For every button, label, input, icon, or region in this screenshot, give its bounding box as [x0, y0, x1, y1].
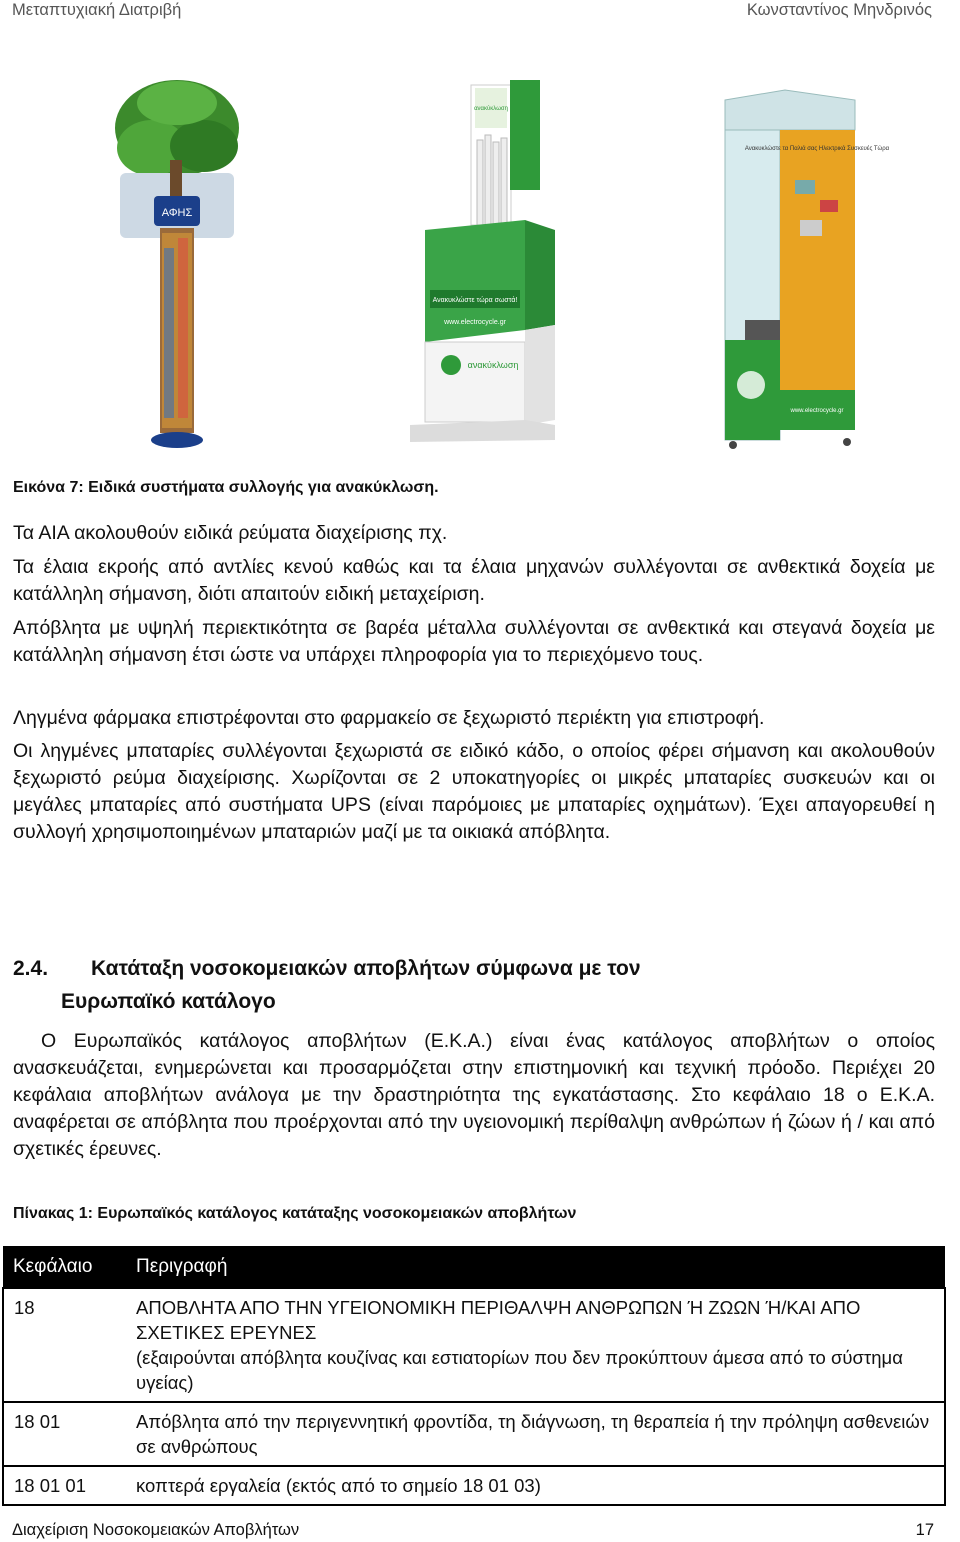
tree-brand-label: ΑΦΗΣ	[161, 207, 193, 219]
paragraph-heavy-metals: Απόβλητα με υψηλή περιεκτικότητα σε βαρέα μέταλλα συλλέγονται σε ανθεκτικά και στεγανά δοχεία με κατάλληλη σήμανση έτσι ώστε να υπάρχει πληροφορία για το περιεχόμενο τους.	[13, 617, 935, 666]
row-description-main: κοπτερά εργαλεία (εκτός από το σημείο 18 01 03)	[136, 1475, 541, 1496]
row-code: 18 01	[3, 1402, 126, 1466]
row-description	[126, 1466, 945, 1505]
header-author: Κωνσταντίνος Μηνδρινός	[746, 1, 932, 19]
footer-title: Διαχείριση Νοσοκομειακών Αποβλήτων	[12, 1521, 300, 1539]
table-row	[3, 1402, 945, 1466]
row-description-main: Απόβλητα από την περιγεννητική φροντίδα, τη διάγνωση, τη θεραπεία ή την πρόληψη ασθενειών σε ανθρώπους	[136, 1411, 930, 1457]
row-code: 18 01 01	[3, 1466, 126, 1505]
header-chapter: Κεφάλαιο	[3, 1246, 126, 1288]
appliance-recycling-bin-image	[715, 90, 890, 450]
table-row	[3, 1466, 945, 1505]
stand-url: www.electrocycle.gr	[444, 319, 506, 326]
header-thesis-title: Μεταπτυχιακή Διατριβή	[12, 1, 182, 19]
page-header	[0, 0, 960, 22]
table-header-row	[3, 1246, 945, 1288]
battery-tree-collector-image	[112, 78, 242, 450]
bin-url: www.electrocycle.gr	[790, 408, 844, 414]
table-row	[3, 1288, 945, 1402]
bin-title: Ανακυκλώστε τα Παλιά σας Ηλεκτρικά Συσκευές Τώρα	[744, 146, 890, 152]
row-description	[126, 1402, 945, 1466]
header-description: Περιγραφή	[126, 1246, 945, 1288]
section-title-line2: Ευρωπαϊκό κατάλογο	[61, 990, 276, 1013]
paragraph-eka: Ο Ευρωπαϊκός κατάλογος αποβλήτων (Ε.Κ.Α.) είναι ένας κατάλογος αποβλήτων ο οποίος ανασκευάζεται, ενημερώνεται και προσαρμόζεται στην επιστημονική και τεχνική πρόοδο. Περιέχει 20 κεφάλαια αποβλήτων ανάλογα με την δραστηριότητα της εγκατάστασης. Στο κεφάλαιο 18 ο Ε.Κ.Α. αναφέρεται σε απόβλητα που προέρχονται από την υγειονομική περίθαλψη ανθρώπων ή ζώων ή / και από σχετικές έρευνες.	[13, 1030, 935, 1160]
stand-top-label: ανακύκλωση	[474, 106, 508, 112]
row-code: 18	[3, 1288, 126, 1402]
paragraph-medicines: Ληγμένα φάρμακα επιστρέφονται στο φαρμακείο σε ξεχωριστό περιέκτη για επιστροφή.	[13, 707, 765, 729]
stand-banner: Ανακυκλώστε τώρα σωστά!	[432, 297, 518, 304]
row-description-note: (εξαιρούνται απόβλητα κουζίνας και εστιατορίων που δεν προκύπτουν άμεσα από το σύστημα υγείας)	[136, 1347, 903, 1393]
lamp-recycling-stand-image	[405, 80, 565, 450]
row-description	[126, 1288, 945, 1402]
page-number: 17	[915, 1521, 934, 1539]
section-title-line1: Κατάταξη νοσοκομειακών αποβλήτων σύμφωνα με τον	[91, 957, 641, 980]
figure-caption: Εικόνα 7: Ειδικά συστήματα συλλογής για ανακύκλωση.	[13, 479, 439, 496]
row-description-main: ΑΠΟΒΛΗΤΑ ΑΠΟ ΤΗΝ ΥΓΕΙΟΝΟΜΙΚΗ ΠΕΡΙΘΑΛΨΗ ΑΝΘΡΩΠΩΝ Ή ΖΩΩΝ Ή/ΚΑΙ ΑΠΟ ΣΧΕΤΙΚΕΣ ΕΡΕΥΝΕΣ	[136, 1297, 861, 1343]
paragraph-batteries: Οι ληγμένες μπαταρίες συλλέγονται ξεχωριστά σε ειδικό κάδο, ο οποίος φέρει σήμανση και ακολουθούν ξεχωριστό ρεύμα διαχείρισης. Χωρίζονται σε 2 υποκατηγορίες οι μικρές μπαταρίες συσκευών και οι μεγάλες μπαταρίες από συστήματα UPS (είναι παρόμοιες με μπαταρίες οχημάτων). Έχει απαγορευθεί η συλλογή χρησιμοποιημένων μπαταριών μαζί με τα οικιακά απόβλητα.	[13, 740, 935, 843]
section-heading	[13, 952, 913, 1018]
paragraph-aia: Τα ΑΙΑ ακολουθούν ειδικά ρεύματα διαχείρισης πχ.	[13, 522, 448, 544]
recycling-systems-figure	[0, 70, 960, 460]
section-number: 2.4.	[13, 957, 49, 980]
paragraph-oils: Τα έλαια εκροής από αντλίες κενού καθώς και τα έλαια μηχανών συλλέγονται σε ανθεκτικά δοχεία με κατάλληλη σήμανση, διότι απαιτούν ειδική μεταχείριση.	[13, 556, 935, 605]
eka-table	[2, 1246, 946, 1506]
table-caption: Πίνακας 1: Ευρωπαϊκός κατάλογος κατάταξης νοσοκομειακών αποβλήτων	[13, 1205, 577, 1222]
stand-bottom-label: ανακύκλωση	[467, 360, 519, 370]
